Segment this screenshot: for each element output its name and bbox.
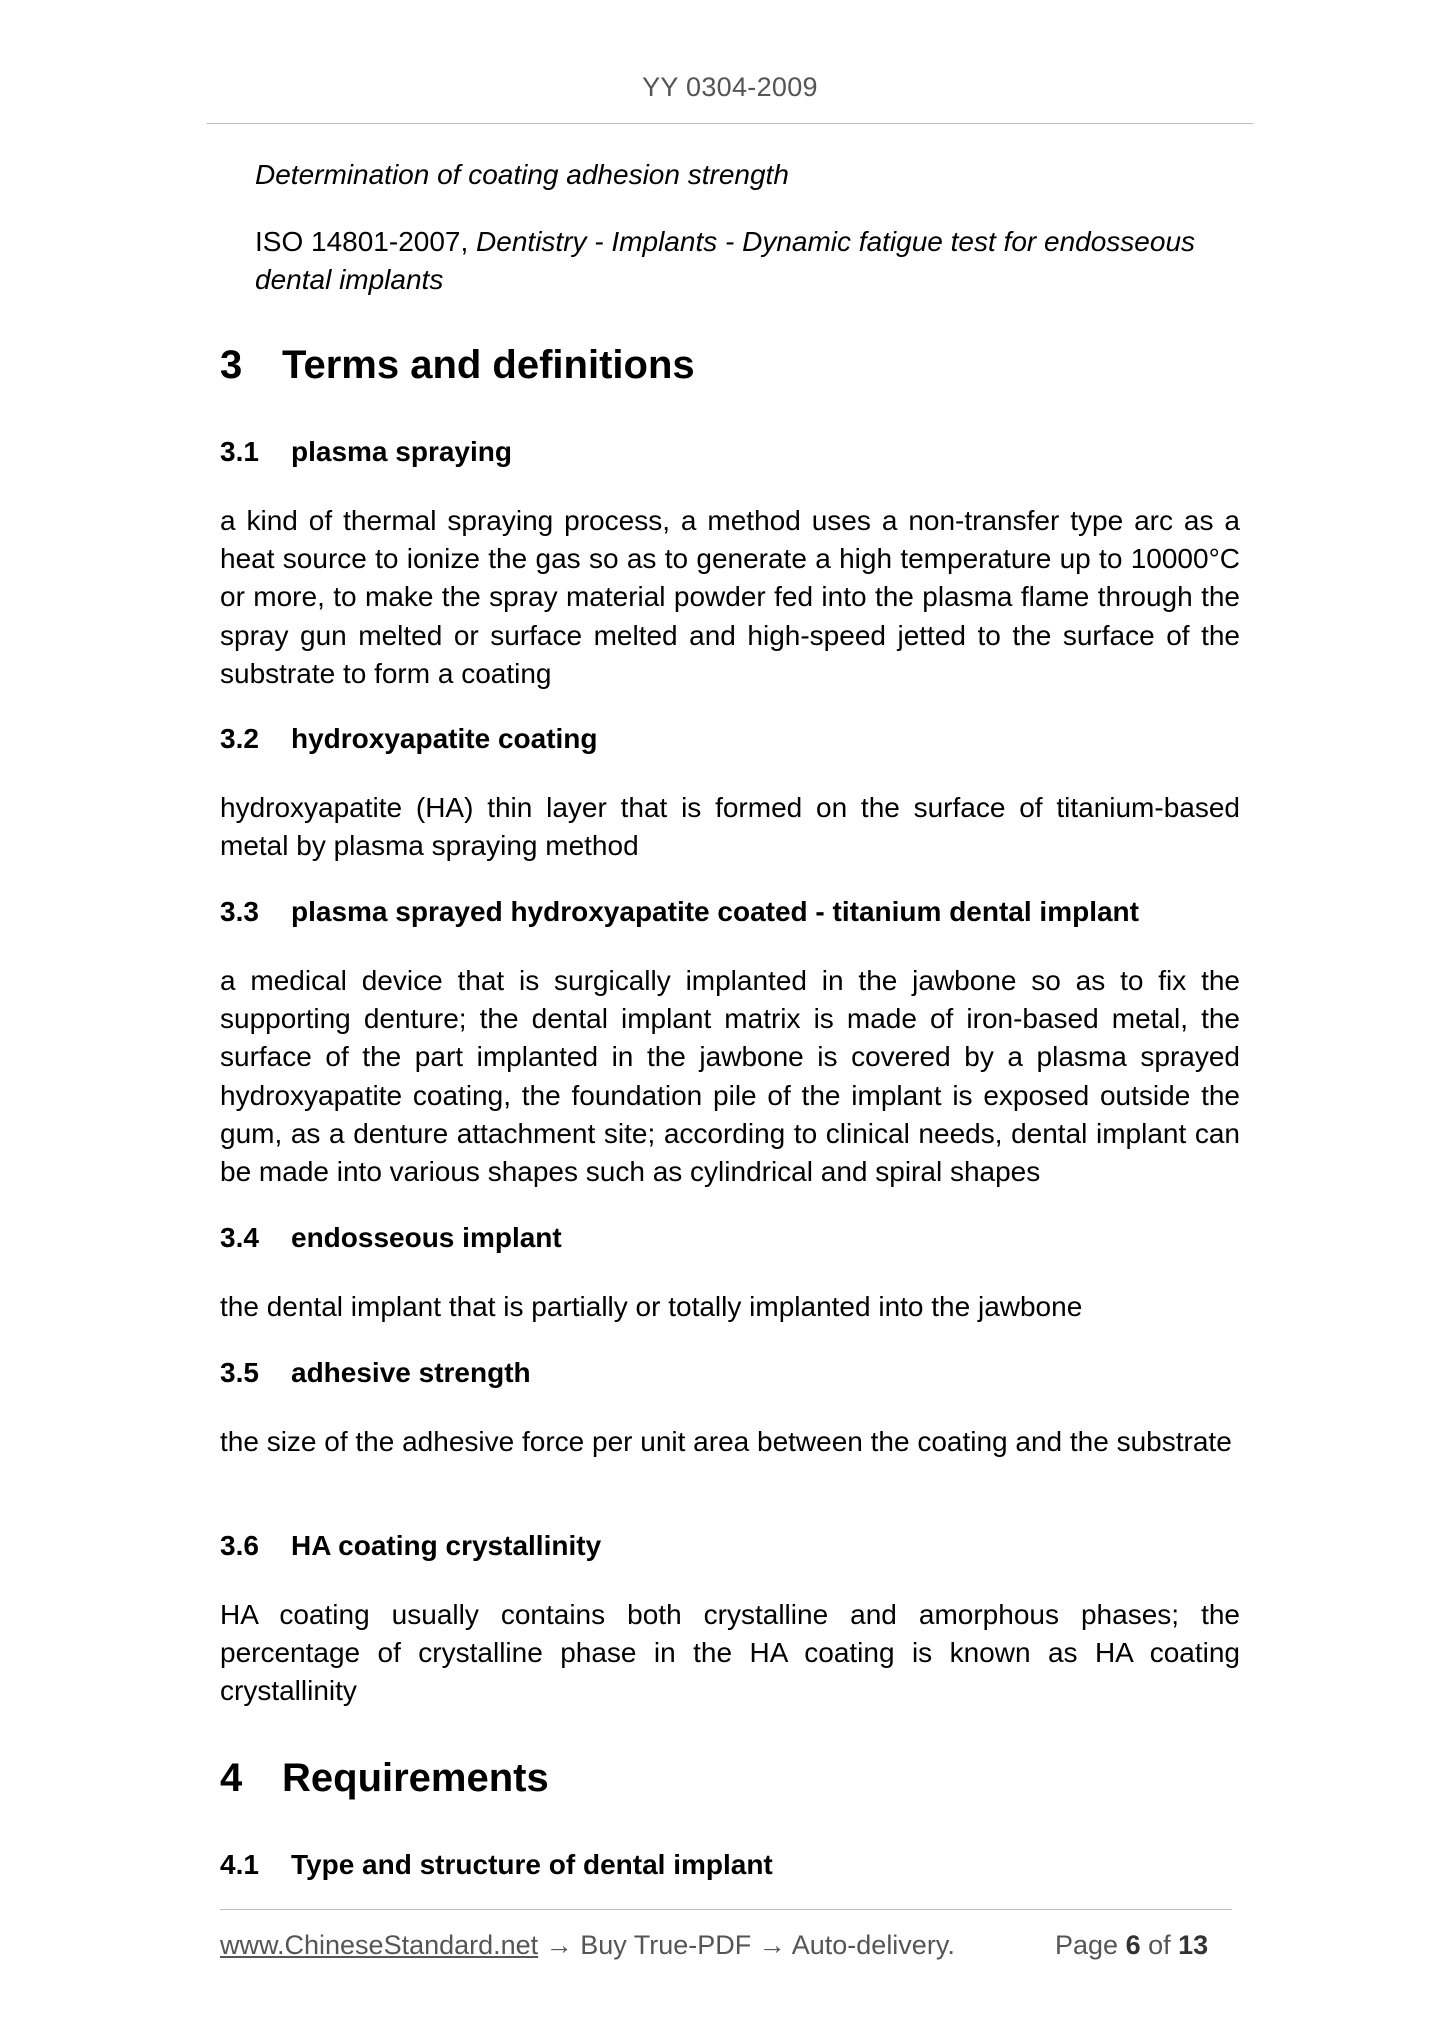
term-3-5-definition: the size of the adhesive force per unit area between the coating and the substrate [220, 1426, 1232, 1457]
term-3-6-definition: HA coating usually contains both crystalline and amorphous phases; the percentage of crystalline phase in the HA coating is known as HA coating crystallinity [220, 1599, 1240, 1707]
term-number: 3.6 [220, 1530, 259, 1561]
term-3-6-heading [220, 1528, 601, 1564]
subsection-number: 4.1 [220, 1849, 259, 1880]
page-header-doc-id: YY 0304-2009 [642, 72, 818, 102]
reference-iso-code: ISO 14801-2007, [255, 226, 477, 257]
term-title: hydroxyapatite coating [291, 723, 598, 754]
section-title: Terms and definitions [282, 343, 695, 387]
footer-site-link[interactable]: www.ChineseStandard.net [220, 1930, 539, 1960]
term-title: endosseous implant [291, 1222, 562, 1253]
reference-iso-title: Dentistry - Implants - Dynamic fatigue test for endosseous dental implants [255, 226, 1196, 295]
footer-divider [220, 1909, 1232, 1910]
term-3-3-definition: a medical device that is surgically implanted in the jawbone so as to fix the supporting denture; the dental implant matrix is made of iron-based metal, the surface of the part implanted in the jawbone is covered by a plasma sprayed hydroxyapatite coating, the foundation pile of the implant is exposed outside the gum, as a denture attachment site; according to clinical needs, dental implant can be made into various shapes such as cylindrical and spiral shapes [220, 965, 1240, 1188]
footer-left [220, 1930, 955, 1961]
section-number: 3 [220, 343, 243, 387]
term-number: 3.1 [220, 436, 259, 467]
term-3-4-heading [220, 1220, 562, 1256]
reference-title-text: Determination of coating adhesion strength [255, 159, 789, 190]
term-3-3-heading [220, 894, 1139, 930]
subsection-title: Type and structure of dental implant [291, 1849, 773, 1880]
term-number: 3.5 [220, 1357, 259, 1388]
header-divider [207, 123, 1253, 124]
term-number: 3.3 [220, 896, 259, 927]
page-label: Page [1055, 1930, 1126, 1960]
reference-iso-14801 [255, 223, 1240, 299]
subsection-4-1-heading [220, 1847, 773, 1883]
section-4-heading [220, 1754, 549, 1802]
term-3-1-definition: a kind of thermal spraying process, a method uses a non-transfer type arc as a heat source to ionize the gas so as to generate a high temperature up to 10000°C or more, to make the spray material powder fed into the plasma flame through the spray gun melted or surface melted and high-speed jetted to the surface of the substrate to form a coating [220, 505, 1240, 689]
term-title: plasma spraying [291, 436, 512, 467]
page-number: 6 [1125, 1930, 1141, 1960]
term-3-4-definition: the dental implant that is partially or totally implanted into the jawbone [220, 1291, 1083, 1322]
page-indicator [1055, 1930, 1208, 1961]
term-3-1-heading [220, 434, 512, 470]
total-pages: 13 [1178, 1930, 1209, 1960]
page-of-label: of [1140, 1930, 1179, 1960]
term-3-2-definition: hydroxyapatite (HA) thin layer that is formed on the surface of titanium-based metal by plasma spraying method [220, 792, 1240, 862]
term-title: HA coating crystallinity [291, 1530, 602, 1561]
section-number: 4 [220, 1756, 243, 1800]
term-3-5-heading [220, 1355, 531, 1391]
term-number: 3.4 [220, 1222, 259, 1253]
term-title: plasma sprayed hydroxyapatite coated - titanium dental implant [291, 896, 1139, 927]
section-title: Requirements [282, 1756, 549, 1800]
term-3-2-heading [220, 721, 598, 757]
term-title: adhesive strength [291, 1357, 531, 1388]
footer-purchase-text: → Buy True-PDF → Auto-delivery. [538, 1930, 955, 1960]
reference-continuation [255, 156, 1240, 194]
section-3-heading [220, 341, 695, 389]
term-number: 3.2 [220, 723, 259, 754]
